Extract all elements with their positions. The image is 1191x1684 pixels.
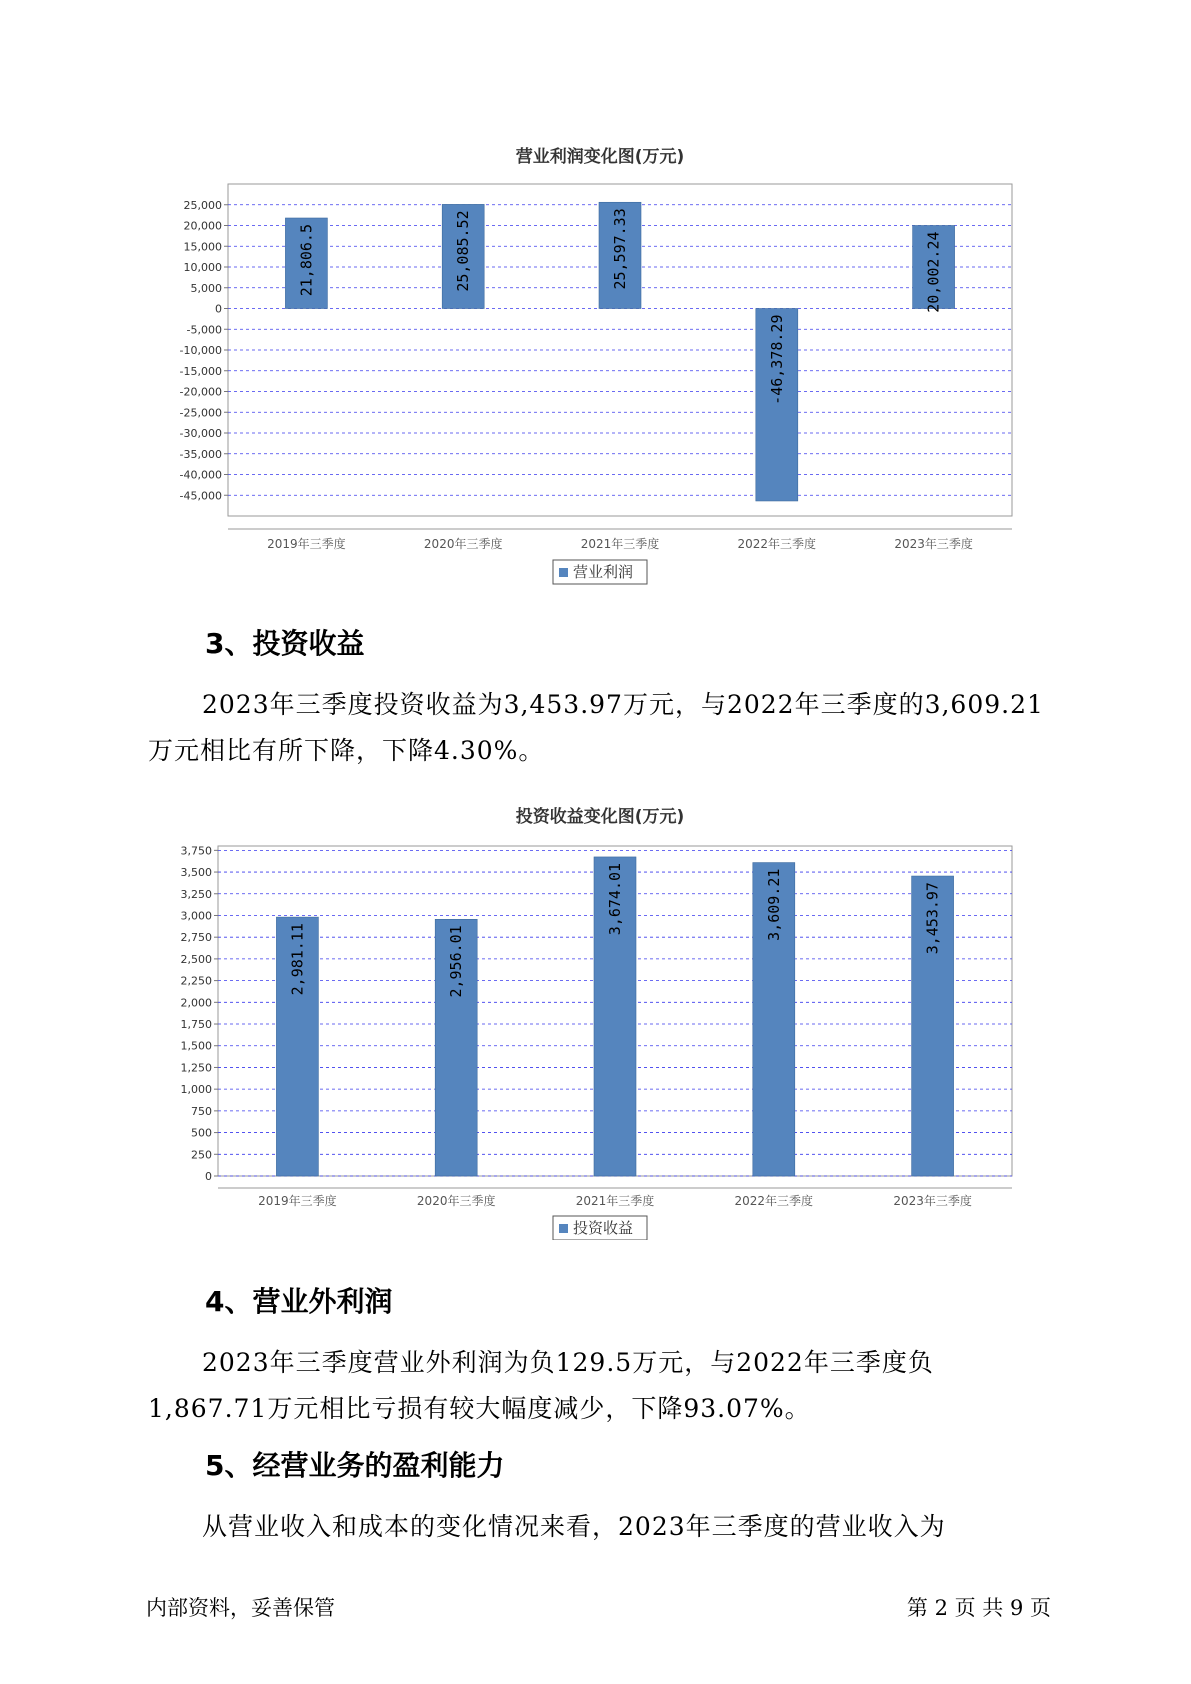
bar-value-label: 3,609.21	[764, 868, 783, 941]
y-tick-label: -30,000	[179, 427, 222, 440]
y-tick-label: 3,250	[180, 887, 212, 901]
section-3-heading: 3、投资收益	[205, 627, 365, 660]
section-5-heading: 5、经营业务的盈利能力	[205, 1449, 505, 1482]
y-tick-label: 1,750	[180, 1018, 212, 1032]
operating-profit-chart	[0, 140, 1191, 590]
chart-title: 营业利润变化图(万元)	[515, 147, 685, 167]
x-category-label: 2022年三季度	[737, 537, 817, 551]
y-tick-label: 20,000	[183, 219, 222, 233]
bar-value-label: -46,378.29	[767, 314, 786, 405]
y-tick-label: 1,250	[180, 1061, 212, 1075]
y-tick-label: -15,000	[179, 364, 222, 378]
bar-value-label: 25,085.52	[454, 210, 473, 292]
section-3-paragraph: 2023年三季度投资收益为3,453.97万元，与2022年三季度的3,609.21万元相比有所下降，下降4.30%。	[148, 690, 1044, 765]
y-tick-label: -40,000	[179, 468, 222, 482]
bar-value-label: 2,981.11	[288, 923, 307, 996]
x-category-label: 2020年三季度	[416, 1194, 496, 1208]
footer-confidential-note: 内部资料，妥善保管	[146, 1596, 335, 1620]
bar-value-label: 25,597.33	[611, 208, 629, 290]
y-tick-label: 0	[215, 302, 222, 316]
legend-label: 营业利润	[573, 563, 634, 581]
bar-value-label: 3,453.97	[923, 882, 942, 955]
y-tick-label: 25,000	[183, 198, 222, 212]
x-category-label: 2023年三季度	[893, 1194, 972, 1208]
y-tick-label: 10,000	[183, 261, 222, 274]
legend-swatch	[559, 1224, 568, 1233]
y-tick-label: 1,500	[180, 1039, 212, 1053]
x-category-label: 2020年三季度	[423, 537, 503, 551]
legend-label: 投资收益	[573, 1219, 634, 1237]
x-category-label: 2022年三季度	[734, 1194, 814, 1208]
y-tick-label: 500	[191, 1126, 212, 1140]
bar-value-label: 2,956.01	[447, 925, 466, 998]
x-category-label: 2019年三季度	[267, 537, 346, 551]
y-tick-label: 3,750	[180, 844, 212, 858]
bar-value-label: 20,002.24	[924, 231, 943, 313]
y-tick-label: 1,000	[180, 1083, 212, 1097]
section-4-paragraph: 2023年三季度营业外利润为负129.5万元，与2022年三季度负1,867.71万元相比亏损有较大幅度减少，下降93.07%。	[148, 1348, 934, 1423]
y-tick-label: 3,000	[180, 909, 212, 923]
x-category-label: 2023年三季度	[894, 537, 973, 551]
bar-value-label: 3,674.01	[606, 862, 624, 936]
y-tick-label: -35,000	[179, 447, 222, 461]
y-tick-label: 2,250	[180, 974, 212, 988]
section-5-paragraph: 从营业收入和成本的变化情况来看，2023年三季度的营业收入为	[202, 1512, 946, 1541]
y-tick-label: 2,750	[180, 931, 212, 945]
chart-svg-1	[0, 140, 1191, 590]
y-tick-label: -10,000	[179, 344, 222, 357]
chart-svg-2	[0, 800, 1191, 1240]
investment-income-chart	[0, 800, 1191, 1240]
y-tick-label: 2,500	[180, 952, 212, 966]
y-tick-label: -5,000	[186, 323, 222, 337]
y-tick-label: -45,000	[179, 489, 222, 503]
y-tick-label: 0	[205, 1170, 212, 1183]
chart-title: 投资收益变化图(万元)	[515, 807, 685, 827]
y-tick-label: 15,000	[183, 240, 222, 254]
y-tick-label: 2,000	[180, 996, 212, 1010]
legend-swatch	[559, 568, 568, 577]
y-tick-label: 3,500	[180, 866, 212, 880]
y-tick-label: 250	[191, 1148, 212, 1162]
x-category-label: 2021年三季度	[575, 1194, 655, 1208]
y-tick-label: 750	[191, 1104, 212, 1118]
y-tick-label: -20,000	[179, 385, 222, 399]
x-category-label: 2021年三季度	[580, 537, 660, 551]
x-category-label: 2019年三季度	[258, 1194, 337, 1208]
section-4-heading: 4、营业外利润	[205, 1285, 393, 1318]
y-tick-label: -25,000	[179, 406, 222, 420]
y-tick-label: 5,000	[190, 281, 222, 295]
bar-value-label: 21,806.5	[297, 224, 316, 297]
footer-page-number: 第 2 页 共 9 页	[906, 1596, 1051, 1620]
